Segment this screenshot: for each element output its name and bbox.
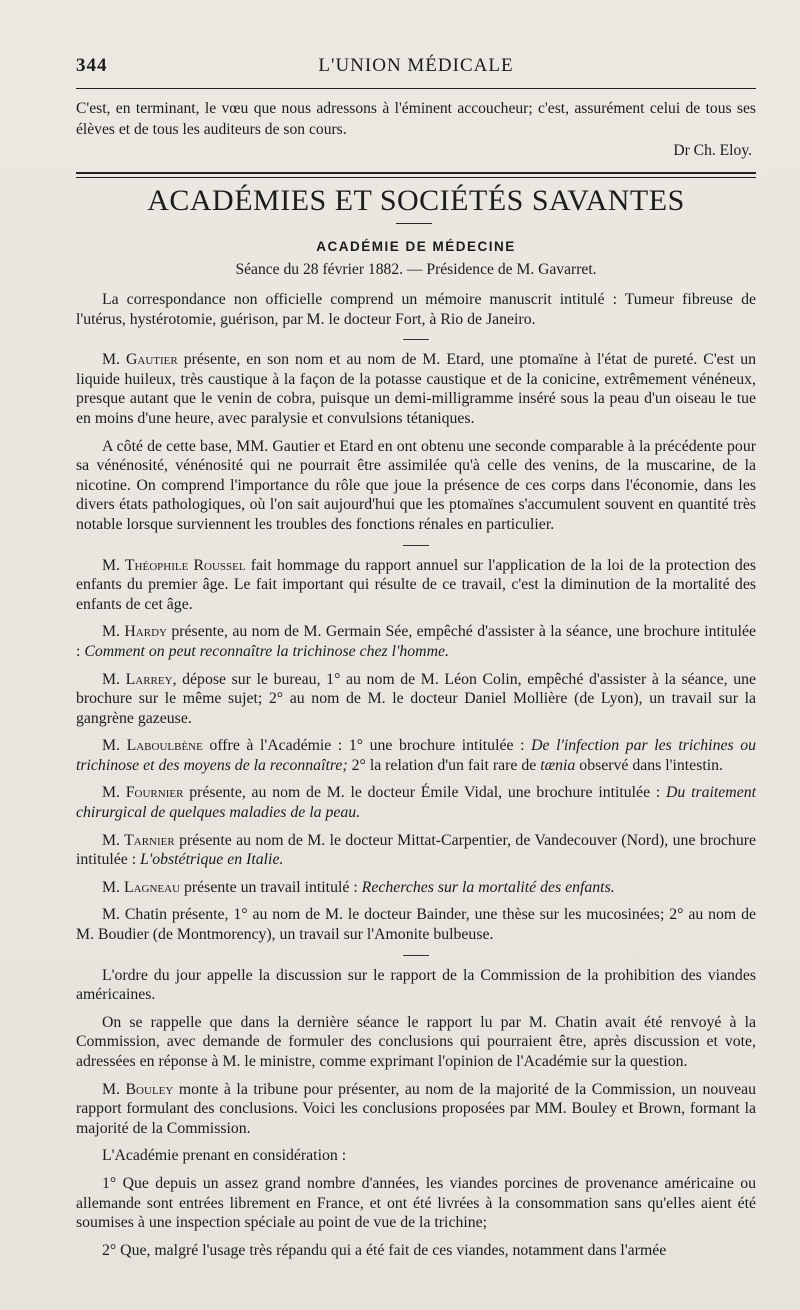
speaker-name: M. Hardy <box>102 623 167 641</box>
paragraph-separator <box>403 339 429 340</box>
paragraph-roussel <box>76 556 756 615</box>
paragraph-text: présente au nom de M. le docteur Mittat-Carpentier, de Vandecouver (Nord), une brochure intitulée : <box>76 831 756 869</box>
paragraph-tarnier <box>76 831 756 870</box>
paragraph-text: monte à la tribune pour présenter, au nom de la majorité de la Commission, un nouveau rapport formulant des conclusions. Voici les conclusions proposées par MM. Bouley et Brown, formant la majorité de la Commission. <box>76 1080 756 1137</box>
paragraph-separator <box>403 545 429 546</box>
paragraph-correspondance: La correspondance non officielle comprend un mémoire manuscrit intitulé : Tumeur fibreuse de l'utérus, hystérotomie, guérison, par M. le docteur Fort, à Rio de Janeiro. <box>76 291 756 328</box>
paragraph-text: , dépose sur le bureau, 1° au nom de M. Léon Colin, empêché d'assister à la séance, une brochure sur le même sujet; 2° au nom de M. le docteur Daniel Mollière (de Lyon), un travail sur la gangrène gazeuse. <box>76 670 757 727</box>
speaker-name: M. Bouley <box>102 1080 174 1098</box>
section-title: ACADÉMIES ET SOCIÉTÉS SAVANTES <box>147 184 685 217</box>
page-number: 344 <box>76 55 108 76</box>
paragraph-separator <box>403 955 429 956</box>
paragraph-hardy <box>76 622 756 661</box>
author-signature: Dr Ch. Eloy. <box>673 142 752 159</box>
speaker-name: M. Fournier <box>102 784 184 802</box>
paragraph-larrey <box>76 670 756 729</box>
header-rule <box>76 88 756 89</box>
running-head <box>76 55 756 83</box>
paragraph-ordre-du-jour: L'ordre du jour appelle la discussion sur le rapport de la Commission de la prohibition des viandes américaines. <box>76 966 756 1004</box>
subsection-title: ACADÉMIE DE MÉDECINE <box>316 239 516 254</box>
paragraph-bouley <box>76 1080 756 1139</box>
paragraph-text: observé dans l'intestin. <box>575 756 723 774</box>
paragraph-text: présente un travail intitulé : <box>180 878 362 896</box>
seance-line: Séance du 28 février 1882. — Présidence de M. Gavarret. <box>235 261 597 278</box>
paragraph-laboulbene <box>76 736 756 775</box>
speaker-name: M. Tarnier <box>102 831 175 849</box>
paragraph-rappel: On se rappelle que dans la dernière séance le rapport lu par M. Chatin avait été renvoyé à la Commission, avec demande de formuler des conclusions qui pourraient être, après discussion et vote, adressées en réponse à M. le ministre, comme exprimant l'opinion de l'Académie sur la question. <box>76 1013 756 1070</box>
title-separator <box>396 223 432 224</box>
journal-title: L'UNION MÉDICALE <box>318 55 514 76</box>
paragraph-text: offre à l'Académie : 1° une brochure intitulée : <box>202 737 532 755</box>
speaker-name: M. Larrey <box>102 670 173 688</box>
paragraph-text: fait hommage du rapport annuel sur l'application de la loi de la protection des enfants du premier âge. Le fait important qui résulte de ce travail, c'est la diminution de la mortalité des enfants de cet âge. <box>76 556 756 613</box>
work-title: Recherches sur la mortalité des enfants. <box>361 878 615 896</box>
work-title: Du traitement chirurgical de quelques maladies de la peau. <box>76 784 756 822</box>
work-title: De l'infection par les trichines ou trichinose et des moyens de la reconnaître; <box>76 737 757 774</box>
speaker-name: M. Théophile Roussel <box>102 556 246 574</box>
paragraph-chatin: M. Chatin présente, 1° au nom de M. le docteur Bainder, une thèse sur les mucosinées; 2° au nom de M. Boudier (de Montmorency), un travail sur l'Amonite bulbeuse. <box>76 906 756 944</box>
paragraph-lagneau <box>76 878 756 898</box>
section-rule-thin <box>76 177 756 178</box>
speaker-name: M. Lagneau <box>102 878 181 896</box>
latin-term: tænia <box>540 756 576 774</box>
paragraph-text: présente, en son nom et au nom de M. Etard, une ptomaïne à l'état de pureté. C'est un liquide huileux, très caustique à la façon de la potasse caustique et de la conicine, extrêmement vénéneux, presque autant que le venin de cobra, puisque un demi-milligramme inséré sous la peau d'un oiseau le tue en moins d'une heure, avec paralysie et convulsions tétaniques. <box>76 351 756 427</box>
section-rule-thick <box>76 172 756 174</box>
intro-paragraph: C'est, en terminant, le vœu que nous adressons à l'éminent accoucheur; c'est, assurément celui de tous ses élèves et de tous les auditeurs de son cours. <box>76 100 756 138</box>
paragraph-text: 2° la relation d'un fait rare de <box>347 756 541 774</box>
paragraph-ptomaines: A côté de cette base, MM. Gautier et Etard en ont obtenu une seconde comparable à la précédente pour sa vénénosité, vénénosité qui ne pourrait être assimilée qu'à celle des venins, de la muscarine, de la nicotine. On comprend l'importance du rôle que joue la présence de ces corps dans l'économie, dans les divers états pathologiques, où l'on sait aujourd'hui que les ptomaïnes s'accumulent souvent en quantité très notable lorsque surviennent les troubles des fonctions rénales en particulier. <box>76 437 756 533</box>
paragraph-fournier <box>76 783 756 822</box>
speaker-name: M. Gautier <box>102 351 178 369</box>
paragraph-text: présente, au nom de M. le docteur Émile Vidal, une brochure intitulée : <box>183 784 666 802</box>
paragraph-considerant: L'Académie prenant en considération : <box>102 1147 347 1165</box>
article-body <box>76 290 756 1268</box>
work-title: Comment on peut reconnaître la trichinose chez l'homme. <box>84 642 449 660</box>
paragraph-gautier <box>76 350 756 428</box>
speaker-name: M. Laboulbène <box>102 737 203 755</box>
paragraph-conclusion-2: 2° Que, malgré l'usage très répandu qui a été fait de ces viandes, notamment dans l'armée <box>102 1241 667 1259</box>
paragraph-conclusion-1: 1° Que depuis un assez grand nombre d'années, les viandes porcines de provenance américaine ou allemande sont entrées librement en France, et ont été livrées à la consommation sans qu'elles aient été soumises à une inspection spéciale au point de vue de la trichine; <box>76 1174 756 1232</box>
paragraph-text: présente, au nom de M. Germain Sée, empêché d'assister à la séance, une brochure intitulée : <box>76 623 757 660</box>
work-title: L'obstétrique en Italie. <box>140 851 284 869</box>
